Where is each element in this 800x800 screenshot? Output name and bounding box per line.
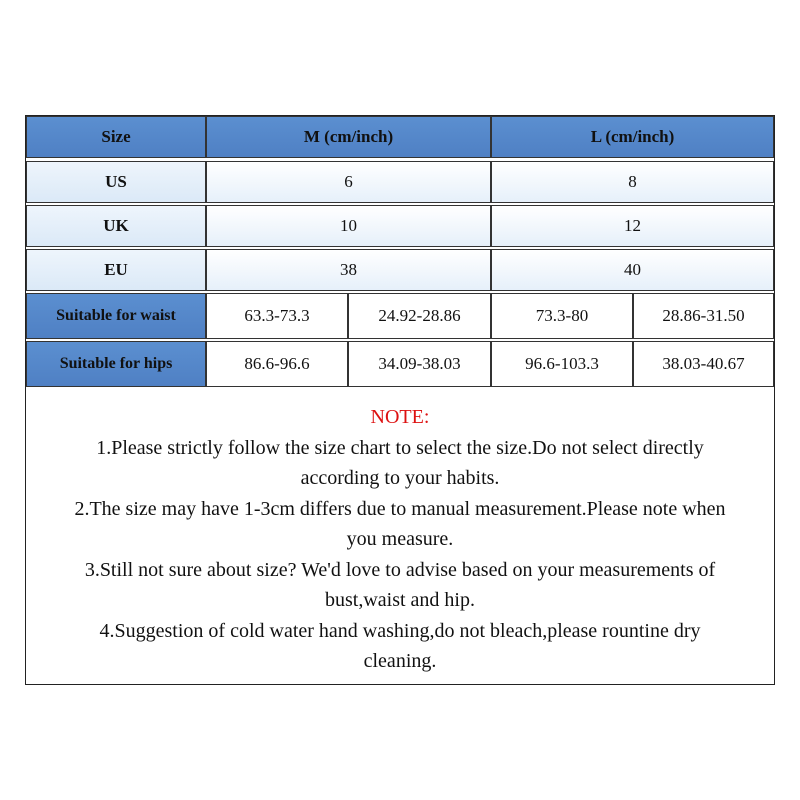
size-chart xyxy=(25,115,775,685)
us-l-value xyxy=(491,161,774,203)
waist-m-cm xyxy=(206,293,348,339)
cell-value: 34.09-38.03 xyxy=(378,354,461,373)
hips-l-cm xyxy=(491,341,633,387)
cell-value: 96.6-103.3 xyxy=(525,354,599,373)
eu-m-value xyxy=(206,249,491,291)
cell-value: 10 xyxy=(340,216,357,235)
header-l-label: L (cm/inch) xyxy=(590,127,675,146)
note-line: 2.The size may have 1-3cm differs due to manual measurement.Please note when xyxy=(74,497,726,520)
cell-value: 8 xyxy=(628,172,637,191)
note-line: cleaning. xyxy=(363,650,437,672)
row-label-text: US xyxy=(105,172,127,191)
eu-l-value xyxy=(491,249,774,291)
cell-value: 38 xyxy=(340,260,357,279)
note-line: bust,waist and hip. xyxy=(325,589,475,611)
note-line: 1.Please strictly follow the size chart to select the size.Do not select directly xyxy=(96,436,704,459)
row-label-text: Suitable for waist xyxy=(56,307,176,324)
row-label-waist xyxy=(26,293,206,339)
note-line: 3.Still not sure about size? We'd love to advise based on your measurements of xyxy=(84,558,716,581)
waist-l-inch xyxy=(633,293,774,339)
hips-l-inch xyxy=(633,341,774,387)
hips-m-cm xyxy=(206,341,348,387)
note-title: NOTE: xyxy=(370,406,430,428)
uk-m-value xyxy=(206,205,491,247)
row-label-text: UK xyxy=(103,216,129,235)
notes-section xyxy=(26,402,774,677)
header-size-label: Size xyxy=(101,127,131,146)
cell-value: 6 xyxy=(344,172,353,191)
cell-value: 73.3-80 xyxy=(535,306,589,325)
row-label-uk xyxy=(26,205,206,247)
row-label-eu xyxy=(26,249,206,291)
cell-value: 86.6-96.6 xyxy=(244,354,310,373)
cell-value: 12 xyxy=(624,216,641,235)
waist-l-cm xyxy=(491,293,633,339)
cell-value: 24.92-28.86 xyxy=(378,306,461,325)
cell-value: 28.86-31.50 xyxy=(662,306,745,325)
header-l xyxy=(491,116,774,158)
cell-value: 40 xyxy=(624,260,641,279)
note-line: you measure. xyxy=(346,528,454,550)
row-label-hips xyxy=(26,341,206,387)
uk-l-value xyxy=(491,205,774,247)
row-label-us xyxy=(26,161,206,203)
header-size xyxy=(26,116,206,158)
row-label-text: Suitable for hips xyxy=(59,355,173,372)
note-line: 4.Suggestion of cold water hand washing,do not bleach,please rountine dry xyxy=(99,619,701,642)
note-line: according to your habits. xyxy=(300,467,500,489)
row-label-text: EU xyxy=(104,260,128,279)
cell-value: 63.3-73.3 xyxy=(244,306,310,325)
hips-m-inch xyxy=(348,341,491,387)
header-m xyxy=(206,116,491,158)
us-m-value xyxy=(206,161,491,203)
header-m-label: M (cm/inch) xyxy=(303,127,394,146)
waist-m-inch xyxy=(348,293,491,339)
cell-value: 38.03-40.67 xyxy=(662,354,745,373)
